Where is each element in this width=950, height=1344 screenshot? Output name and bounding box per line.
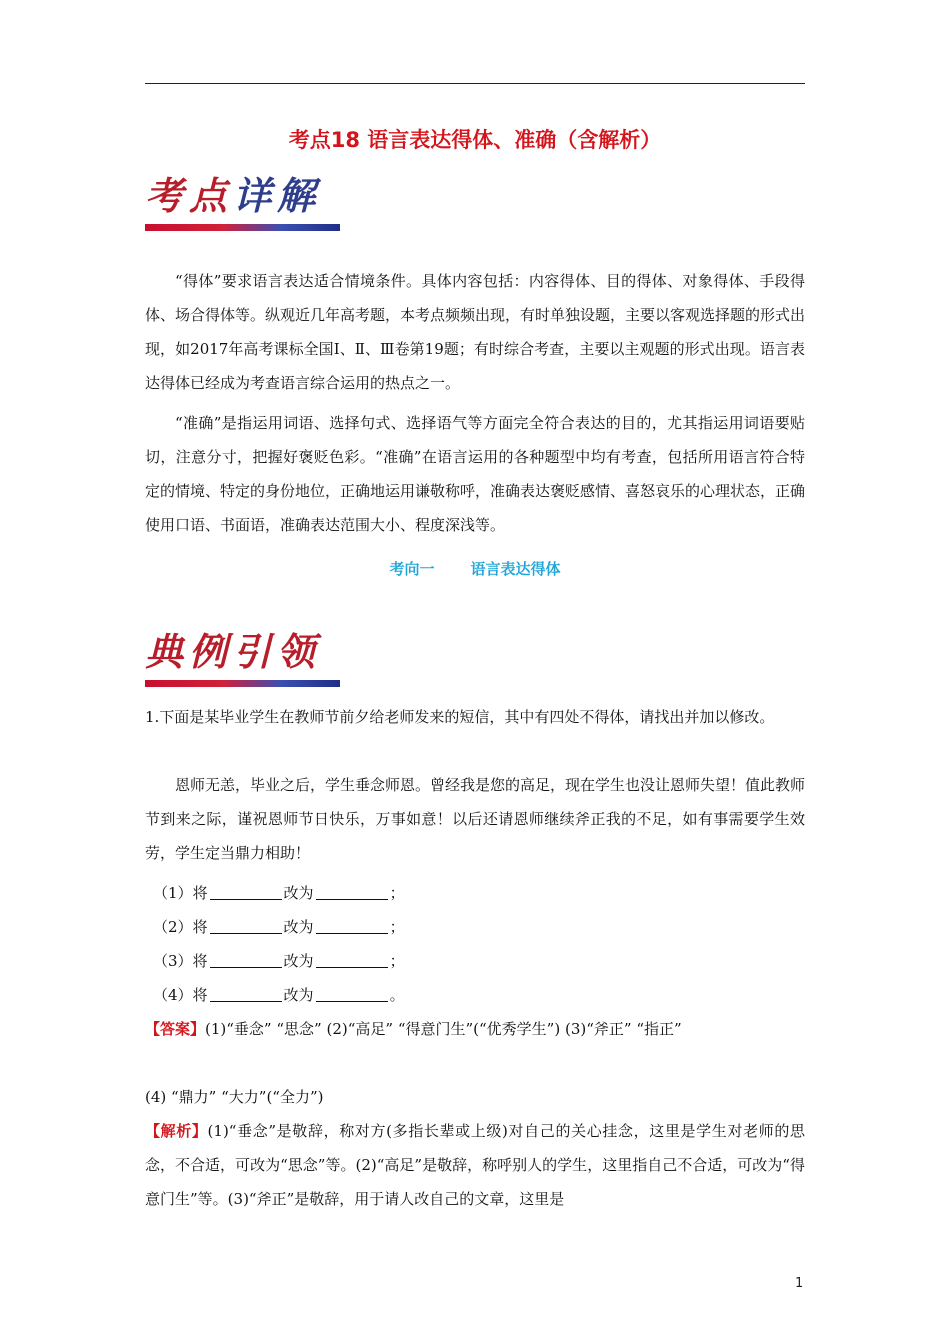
section-subhead (0, 558, 950, 579)
banner-text (145, 174, 340, 218)
question-message: 恩师无恙，毕业之后，学生垂念师恩。曾经我是您的高足，现在学生也没让恩师失望！值此教师节到来之际，谨祝恩师节日快乐，万事如意！以后还请恩师继续斧正我的不足，如有事需要学生效劳，学生定当鼎力相助！ (145, 776, 806, 862)
analysis-block (145, 1114, 805, 1216)
fill-item-mid: 改为 (283, 884, 314, 902)
answer-line-2: (4) “鼎力” “大力”(“全力”) (145, 1088, 324, 1106)
page-number: 1 (795, 1276, 804, 1291)
answer-blank[interactable] (316, 983, 388, 1002)
fill-item-num: （1）将 (153, 884, 208, 902)
subhead-text: 语言表达得体 (470, 560, 561, 578)
intro-paragraph-1: “得体”要求语言表达适合情境条件。具体内容包括：内容得体、目的得体、对象得体、手段得体、场合得体等。纵观近几年高考题，本考点频频出现，有时单独设题，主要以客观选择题的形式出现，如2017年高考课标全国Ⅰ、Ⅱ、Ⅲ卷第19题；有时综合考查，主要以主观题的形式出现。语言表达得体已经成为考查语言综合运用的热点之一。 (145, 272, 806, 392)
fill-item-1 (145, 876, 813, 910)
fill-item-end: ； (389, 918, 405, 936)
question-stem: 1.下面是某毕业学生在教师节前夕给老师发来的短信，其中有四处不得体，请找出并加以修改。 (145, 708, 775, 726)
fill-item-mid: 改为 (283, 986, 314, 1004)
banner-kaodian-xiangjie (145, 174, 340, 231)
answer-line-1: (1)“垂念” “思念” (2)“高足” “得意门生”(“优秀学生”) (3)“斧正” “指正” (205, 1020, 682, 1038)
banner-blue-text: 详解 (233, 174, 322, 218)
answer-blank[interactable] (316, 915, 388, 934)
analysis-text: (1)“垂念”是敬辞，称对方(多指长辈或上级)对自己的关心挂念，这里是学生对老师的思念，不合适，可改为“思念”等。(2)“高足”是敬辞，称呼别人的学生，这里指自己不合适，可改为“得意门生”等。(3)“斧正”是敬辞，用于请人改自己的文章，这里是 (145, 1122, 805, 1208)
fill-item-2 (145, 910, 813, 944)
analysis-tag: 【解析】 (145, 1122, 208, 1140)
fill-item-num: （3）将 (153, 952, 208, 970)
banner2-text: 典例引领 (145, 630, 322, 674)
fill-item-4 (145, 978, 813, 1012)
fill-item-end: ； (389, 884, 405, 902)
page-title: 考点18 语言表达得体、准确（含解析） (288, 128, 662, 152)
subhead-label: 考向一 (389, 560, 435, 578)
banner-dianli-yinling (145, 630, 340, 687)
answer-blank[interactable] (316, 949, 388, 968)
fill-item-num: （2）将 (153, 918, 208, 936)
fill-item-end: ； (389, 952, 405, 970)
fill-item-end: 。 (389, 986, 405, 1004)
fill-item-mid: 改为 (283, 918, 314, 936)
fill-item-mid: 改为 (283, 952, 314, 970)
answer-blank[interactable] (210, 949, 282, 968)
answer-tag: 【答案】 (145, 1020, 206, 1038)
intro-paragraph-2: “准确”是指运用词语、选择句式、选择语气等方面完全符合表达的目的，尤其指运用词语要贴切，注意分寸，把握好褒贬色彩。“准确”在语言运用的各种题型中均有考查，包括所用语言符合特定的情境、特定的身份地位，正确地运用谦敬称呼，准确表达褒贬感情、喜怒哀乐的心理状态，正确使用口语、书面语，准确表达范围大小、程度深浅等。 (145, 414, 806, 534)
answer-blank[interactable] (210, 983, 282, 1002)
banner-bar (145, 224, 340, 231)
answer-blank[interactable] (210, 915, 282, 934)
banner-red-text: 考点 (145, 174, 234, 218)
answer-blank[interactable] (210, 881, 282, 900)
fill-item-num: （4）将 (153, 986, 208, 1004)
answer-block (145, 1012, 805, 1046)
answer-blank[interactable] (316, 881, 388, 900)
fill-item-3 (145, 944, 813, 978)
banner2-bar (145, 680, 340, 687)
header-rule (145, 83, 805, 84)
